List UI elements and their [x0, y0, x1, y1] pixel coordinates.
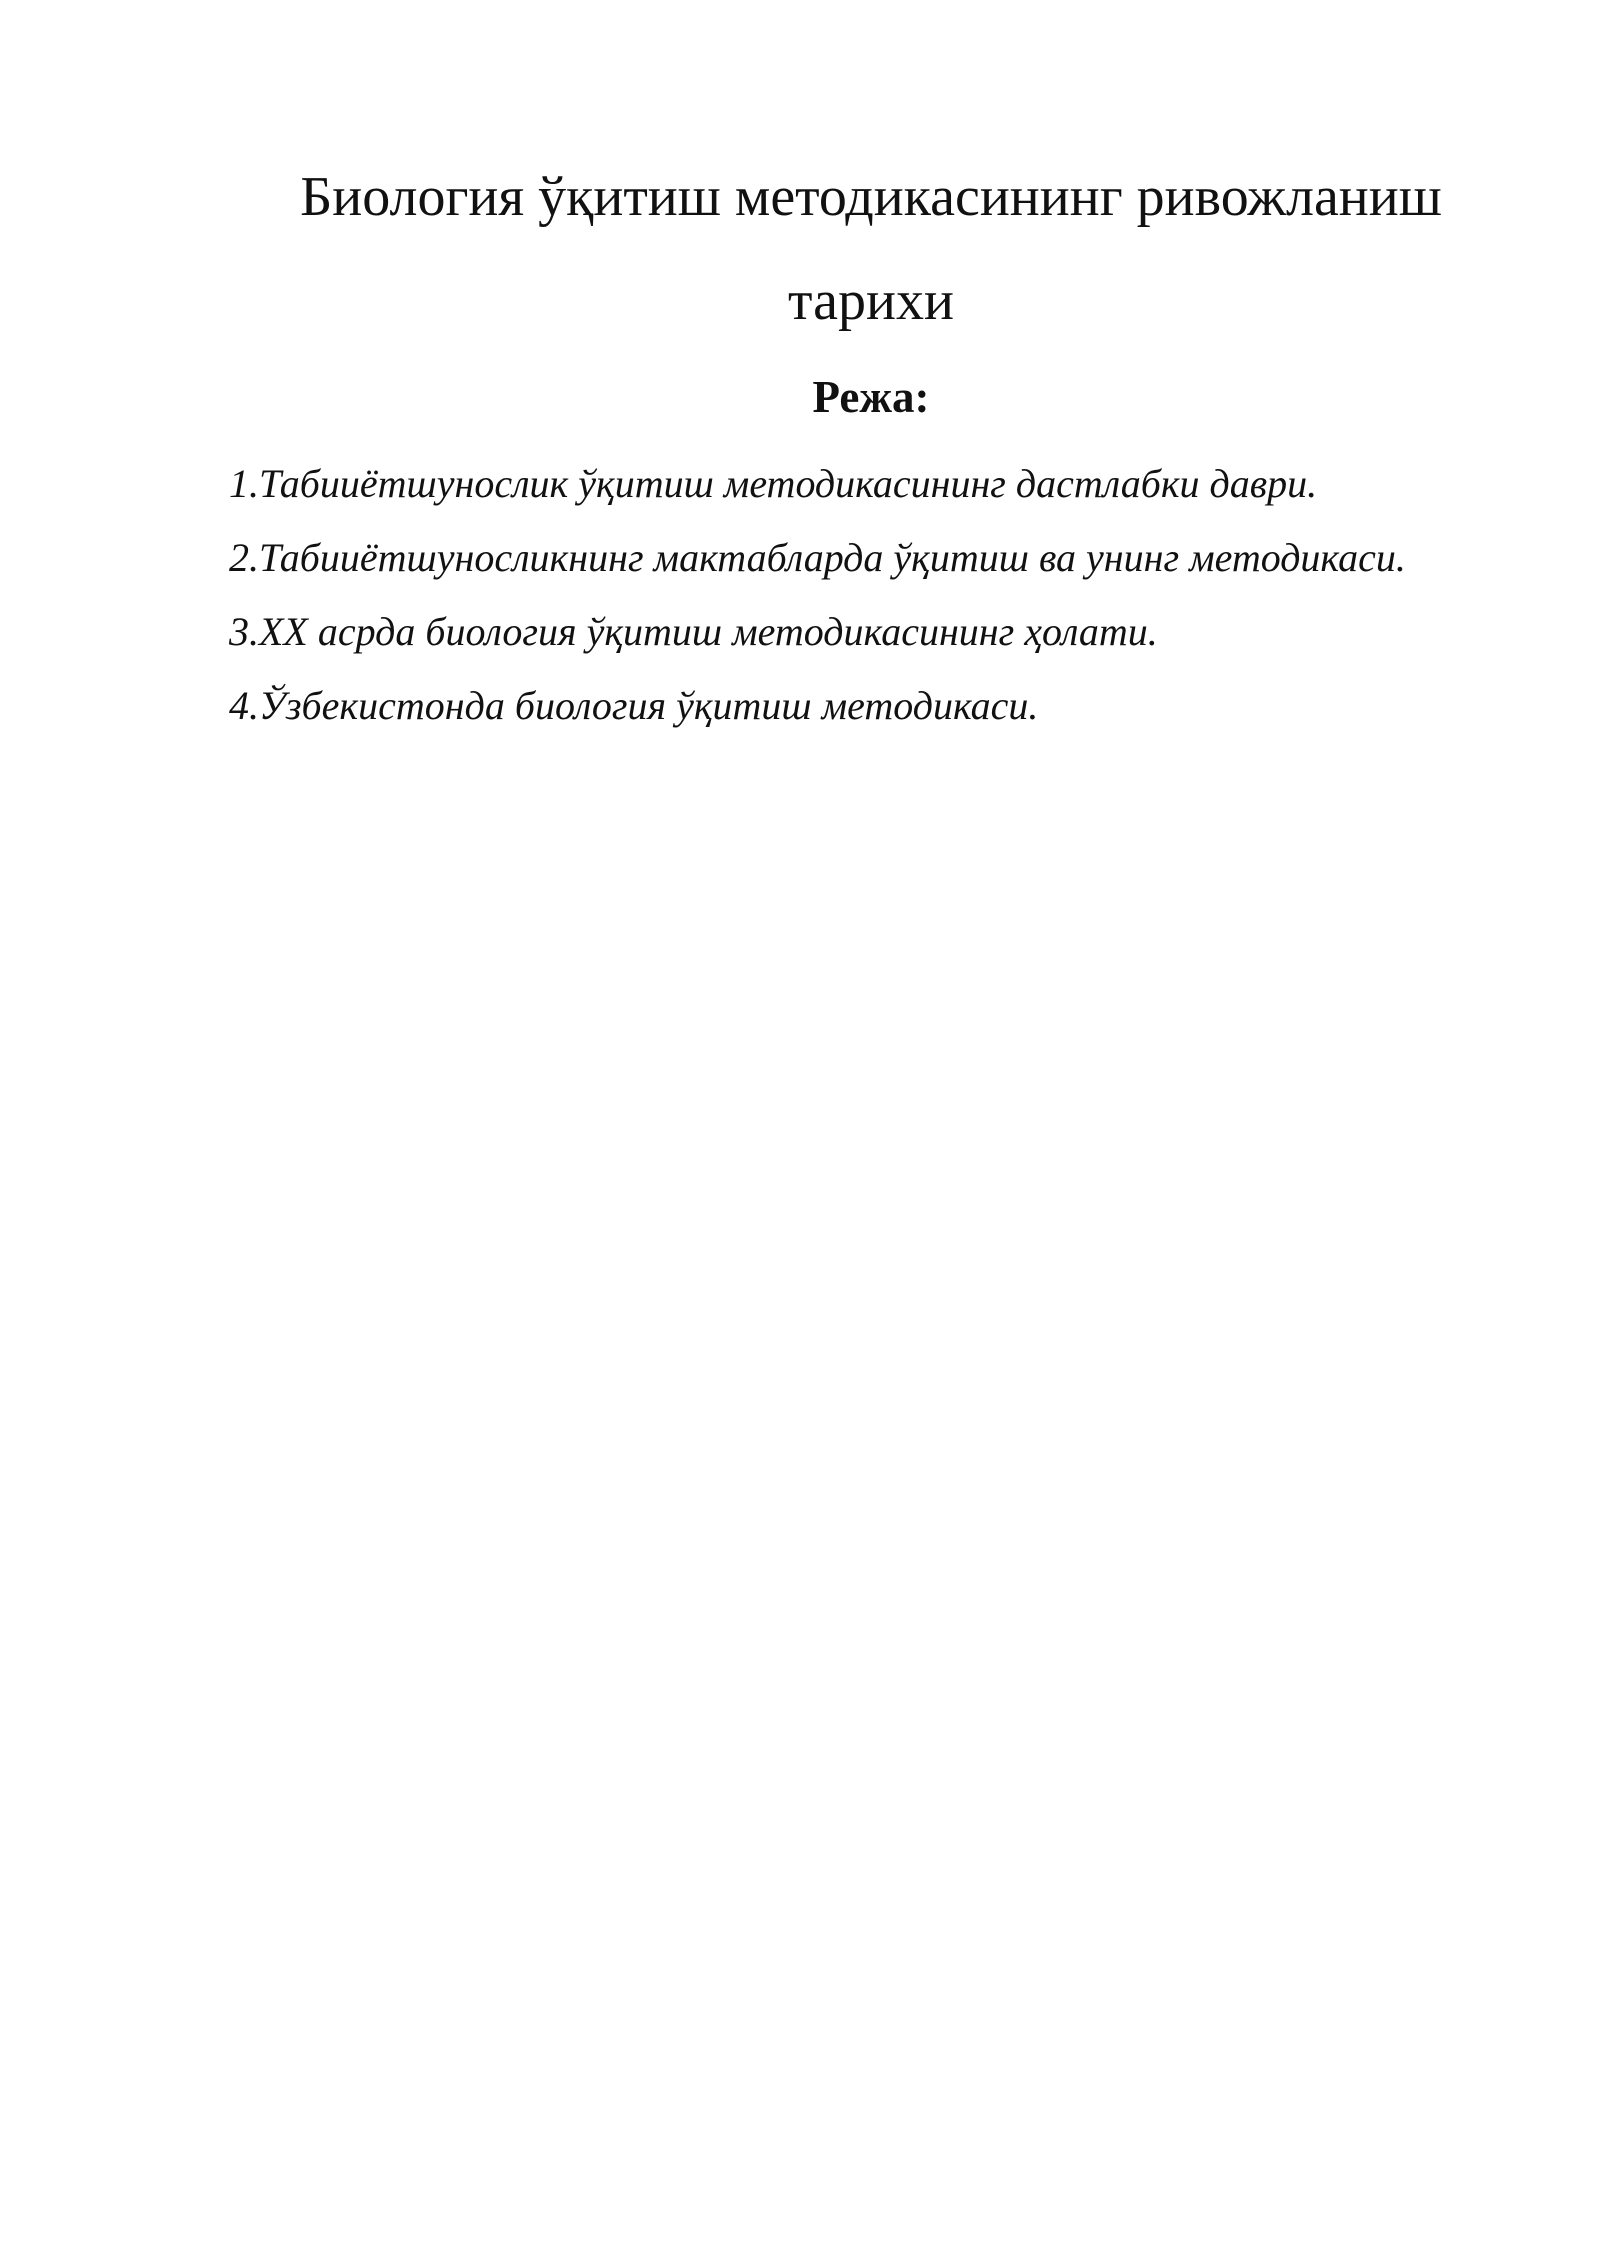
document-content	[229, 145, 1485, 743]
plan-item-1: 1.Табииётшунослик ўқитиш методикасининг дастлабки даври.	[229, 461, 1318, 506]
plan-list	[229, 447, 1485, 743]
plan-item-3: 3.XX асрда биология ўқитиш методикасининг ҳолати.	[229, 609, 1158, 654]
plan-item-4: 4.Ўзбекистонда биология ўқитиш методикаси.	[229, 683, 1039, 728]
plan-heading: Режа:	[812, 372, 930, 422]
document-title: Биология ўқитиш методикасининг ривожланиш тарихи	[300, 166, 1442, 332]
plan-item-2: 2.Табииётшуносликнинг мактабларда ўқитиш ва унинг методикаси.	[229, 535, 1406, 580]
